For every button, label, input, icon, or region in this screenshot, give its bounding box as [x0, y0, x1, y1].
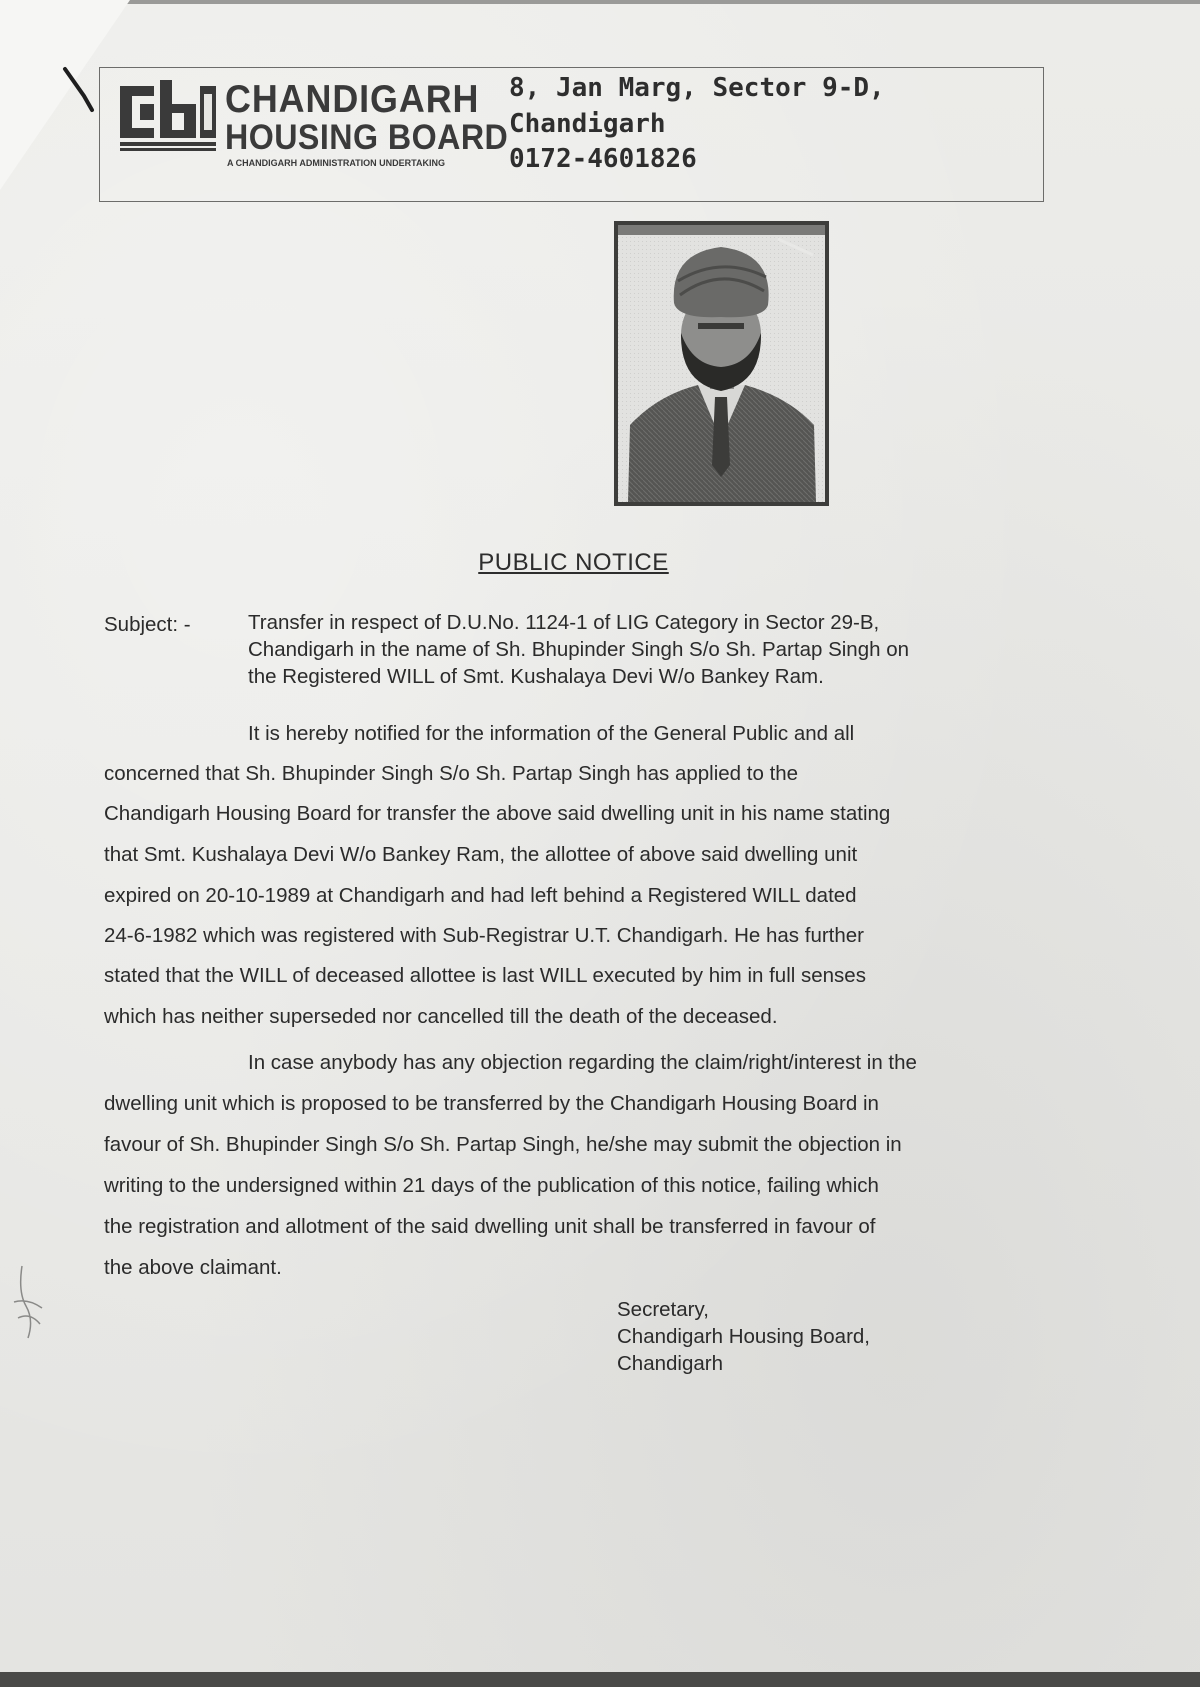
scan-top-edge: [0, 0, 1200, 4]
paragraph1-line: 24-6-1982 which was registered with Sub-Registrar U.T. Chandigarh. He has further: [104, 924, 865, 947]
subject-label: Subject: -: [104, 613, 191, 636]
address-line1: 8, Jan Marg, Sector 9-D,: [509, 73, 885, 103]
notice-title: PUBLIC NOTICE: [478, 549, 669, 576]
signature-line: Chandigarh Housing Board,: [617, 1325, 870, 1348]
paragraph1-line: stated that the WILL of deceased allottee is last WILL executed by him in full senses: [104, 964, 866, 987]
paragraph1-line: concerned that Sh. Bhupinder Singh S/o Sh. Partap Singh has applied to the: [104, 762, 799, 785]
paragraph1-line: that Smt. Kushalaya Devi W/o Bankey Ram, the allottee of above said dwelling unit: [104, 843, 858, 866]
paragraph2-line: In case anybody has any objection regarding the claim/right/interest in the: [248, 1051, 917, 1074]
signature-line: Chandigarh: [617, 1352, 723, 1375]
paragraph2-line: the above claimant.: [104, 1256, 282, 1279]
paragraph2-line: the registration and allotment of the said dwelling unit shall be transferred in favour of: [104, 1215, 876, 1238]
margin-scribble-icon: [8, 1262, 48, 1342]
brand-name-line2: HOUSING BOARD: [225, 118, 509, 157]
subject-line: the Registered WILL of Smt. Kushalaya Devi W/o Bankey Ram.: [248, 665, 824, 688]
address-line2: Chandigarh: [509, 109, 666, 139]
signature-line: Secretary,: [617, 1298, 709, 1321]
paragraph1-line: It is hereby notified for the information of the General Public and all: [248, 722, 855, 745]
scan-bottom-edge: [0, 1672, 1200, 1687]
subject-line: Transfer in respect of D.U.No. 1124-1 of LIG Category in Sector 29-B,: [248, 611, 880, 634]
paragraph2-line: writing to the undersigned within 21 days of the publication of this notice, failing which: [104, 1174, 879, 1197]
applicant-photo: [614, 221, 829, 506]
subject-text: [248, 609, 1048, 690]
brand-tagline: A CHANDIGARH ADMINISTRATION UNDERTAKING: [227, 158, 445, 168]
phone-number: 0172-4601826: [509, 144, 697, 174]
portrait-photo-icon: [618, 225, 825, 502]
pen-mark-icon: [62, 66, 102, 116]
subject-line: Chandigarh in the name of Sh. Bhupinder Singh S/o Sh. Partap Singh on: [248, 638, 910, 661]
paragraph1-line: expired on 20-10-1989 at Chandigarh and had left behind a Registered WILL dated: [104, 884, 857, 907]
housing-board-logo-icon: [118, 78, 218, 152]
paragraph1-line: Chandigarh Housing Board for transfer the above said dwelling unit in his name stating: [104, 802, 891, 825]
brand-name-line1: CHANDIGARH: [225, 78, 480, 121]
paragraph1-line: which has neither superseded nor cancelled till the death of the deceased.: [104, 1005, 778, 1028]
paragraph2-line: favour of Sh. Bhupinder Singh S/o Sh. Partap Singh, he/she may submit the objection in: [104, 1133, 902, 1156]
paragraph2-line: dwelling unit which is proposed to be transferred by the Chandigarh Housing Board in: [104, 1092, 879, 1115]
